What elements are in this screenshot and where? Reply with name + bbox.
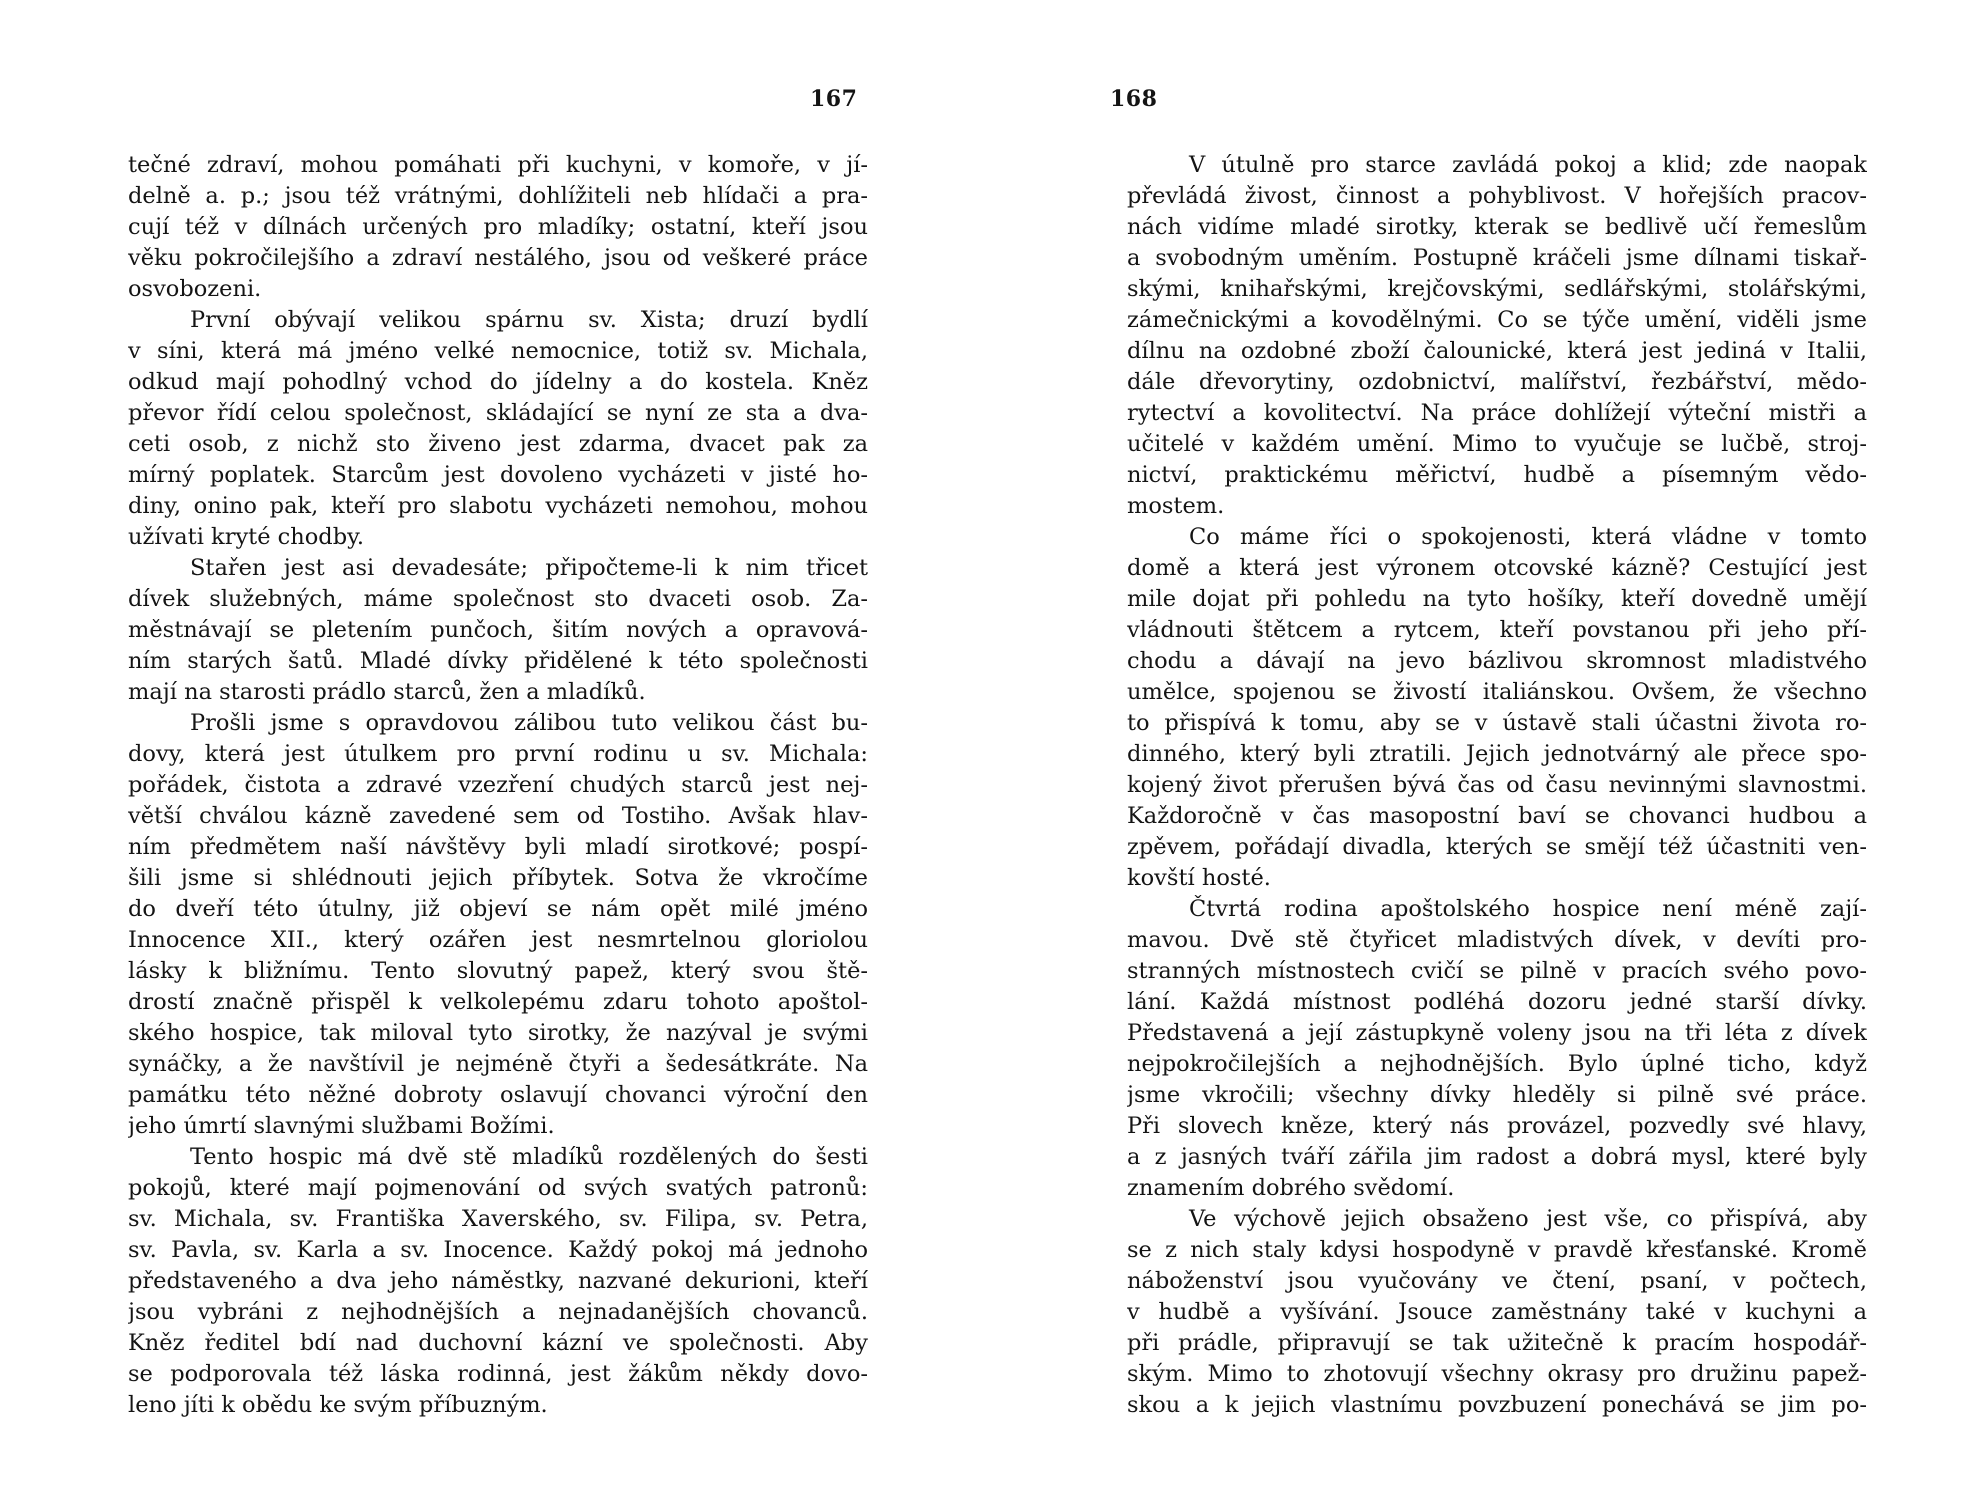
text-line: ským. Mimo to zhotovují všechny okrasy pro družinu papež- <box>1127 1361 1867 1387</box>
text-line: diny, onino pak, kteří pro slabotu vycházeti nemohou, mohou <box>128 493 868 519</box>
text-line: Stařen jest asi devadesáte; připočteme-li k nim třicet <box>190 555 868 581</box>
text-line: První obývají velikou spárnu sv. Xista; druzí bydlí <box>190 307 868 333</box>
text-line: delně a. p.; jsou též vrátnými, dohlížiteli neb hlídači a pra- <box>128 183 868 209</box>
text-line: Kněz ředitel bdí nad duchovní kázní ve společnosti. Aby <box>128 1330 868 1356</box>
page-number: 167 <box>810 86 858 112</box>
text-line: jsou vybráni z nejhodnějších a nejnadanějších chovanců. <box>128 1299 868 1325</box>
text-line: stranných místnostech cvičí se pilně v pracích svého povo- <box>1127 958 1867 984</box>
text-line: učitelé v každém umění. Mimo to vyučuje se lučbě, stroj- <box>1127 431 1867 457</box>
text-line: umělce, spojenou se živostí italiánskou. Ovšem, že všechno <box>1127 679 1867 705</box>
text-line: Innocence XII., který ozářen jest nesmrtelnou gloriolou <box>128 927 868 953</box>
text-line: věku pokročilejšího a zdraví nestálého, jsou od veškeré práce <box>128 245 868 271</box>
text-line: chodu a dávají na jevo bázlivou skromnost mladistvého <box>1127 648 1867 674</box>
text-line: lásky k bližnímu. Tento slovutný papež, který svou ště- <box>128 958 868 984</box>
text-line: nictví, praktickému měřictví, hudbě a písemným vědo- <box>1127 462 1867 488</box>
text-line: užívati kryté chodby. <box>128 524 364 550</box>
text-line: skou a k jejich vlastnímu povzbuzení ponechává se jim po- <box>1127 1392 1867 1418</box>
right-page <box>985 0 1970 1501</box>
text-line: to přispívá k tomu, aby se v ústavě stali účastni života ro- <box>1127 710 1867 736</box>
text-line: dále dřevorytiny, ozdobnictví, malířství, řezbářství, mědo- <box>1127 369 1867 395</box>
text-line: do dveří této útulny, již objeví se nám opět milé jméno <box>128 896 868 922</box>
text-line: sv. Michala, sv. Františka Xaverského, sv. Filipa, sv. Petra, <box>128 1206 868 1232</box>
text-line: představeného a dva jeho náměstky, nazvané dekurioni, kteří <box>128 1268 868 1294</box>
text-line: Každoročně v čas masopostní baví se chovanci hudbou a <box>1127 803 1867 829</box>
text-line: dovy, která jest útulkem pro první rodinu u sv. Michala: <box>128 741 868 767</box>
text-line: šili jsme si shlédnouti jejich příbytek. Sotva že vkročíme <box>128 865 868 891</box>
text-line: znamením dobrého svědomí. <box>1127 1175 1455 1201</box>
text-line: dívek služebných, máme společnost sto dvaceti osob. Za- <box>128 586 868 612</box>
text-line: památku této něžné dobroty oslavují chovanci výroční den <box>128 1082 868 1108</box>
text-line: osvobozeni. <box>128 276 262 302</box>
text-line: náboženství jsou vyučovány ve čtení, psaní, v počtech, <box>1127 1268 1867 1294</box>
text-line: ského hospice, tak miloval tyto sirotky, že nazýval je svými <box>128 1020 868 1046</box>
text-line: pořádek, čistota a zdravé vzezření chudých starců jest nej- <box>128 772 868 798</box>
text-line: jsme vkročili; všechny dívky hleděly si pilně své práce. <box>1127 1082 1867 1108</box>
text-line: V útulně pro starce zavládá pokoj a klid; zde naopak <box>1189 152 1867 178</box>
left-text-block <box>128 150 868 1421</box>
text-line: mostem. <box>1127 493 1225 519</box>
text-line: kojený život přerušen bývá čas od času nevinnými slavnostmi. <box>1127 772 1867 798</box>
text-line: vládnouti štětcem a rytcem, kteří povstanou při jeho pří- <box>1127 617 1867 643</box>
text-line: pokojů, které mají pojmenování od svých svatých patronů: <box>128 1175 868 1201</box>
text-line: jeho úmrtí slavnými službami Božími. <box>128 1113 555 1139</box>
text-line: se z nich staly kdysi hospodyně v pravdě křesťanské. Kromě <box>1127 1237 1867 1263</box>
text-line: městnávají se pletením punčoch, šitím nových a opravová- <box>128 617 868 643</box>
text-line: mají na starosti prádlo starců, žen a mladíků. <box>128 679 646 705</box>
text-line: Ve výchově jejich obsaženo jest vše, co přispívá, aby <box>1189 1206 1867 1232</box>
text-line: Čtvrtá rodina apoštolského hospice není méně zají- <box>1189 896 1867 922</box>
text-line: při prádle, připravují se tak užitečně k pracím hospodář- <box>1127 1330 1867 1356</box>
text-line: mírný poplatek. Starcům jest dovoleno vycházeti v jisté ho- <box>128 462 868 488</box>
text-line: a svobodným uměním. Postupně kráčeli jsme dílnami tiskař- <box>1127 245 1867 271</box>
text-line: v hudbě a vyšívání. Jsouce zaměstnány také v kuchyni a <box>1127 1299 1867 1325</box>
text-line: se podporovala též láska rodinná, jest žákům někdy dovo- <box>128 1361 868 1387</box>
text-line: mile dojat při pohledu na tyto hošíky, kteří dovedně umějí <box>1127 586 1867 612</box>
text-line: cují též v dílnách určených pro mladíky; ostatní, kteří jsou <box>128 214 868 240</box>
text-line: a z jasných tváří zářila jim radost a dobrá mysl, které byly <box>1127 1144 1867 1170</box>
text-line: rytectví a kovolitectví. Na práce dohlížejí výteční mistři a <box>1127 400 1867 426</box>
text-line: větší chválou kázně zavedené sem od Tostiho. Avšak hlav- <box>128 803 868 829</box>
text-line: ceti osob, z nichž sto živeno jest zdarma, dvacet pak za <box>128 431 868 457</box>
text-line: sv. Pavla, sv. Karla a sv. Inocence. Každý pokoj má jednoho <box>128 1237 868 1263</box>
text-line: v síni, která má jméno velké nemocnice, totiž sv. Michala, <box>128 338 868 364</box>
text-line: skými, knihařskými, krejčovskými, sedlářskými, stolářskými, <box>1127 276 1867 302</box>
text-line: mavou. Dvě stě čtyřicet mladistvých dívek, v devíti pro- <box>1127 927 1867 953</box>
text-line: domě a která jest výronem otcovské kázně? Cestující jest <box>1127 555 1867 581</box>
text-line: tečné zdraví, mohou pomáhati při kuchyni, v komoře, v jí- <box>128 152 868 178</box>
text-line: Představená a její zástupkyně voleny jsou na tři léta z dívek <box>1127 1020 1867 1046</box>
text-line: Tento hospic má dvě stě mladíků rozdělených do šesti <box>190 1144 868 1170</box>
text-line: synáčky, a že navštívil je nejméně čtyři a šedesátkráte. Na <box>128 1051 868 1077</box>
page-number: 168 <box>1110 86 1158 112</box>
right-text-block <box>1127 150 1867 1421</box>
text-line: zámečnickými a kovodělnými. Co se týče umění, viděli jsme <box>1127 307 1867 333</box>
text-line: Při slovech kněze, který nás provázel, pozvedly své hlavy, <box>1127 1113 1867 1139</box>
text-line: převor řídí celou společnost, skládající se nyní ze sta a dva- <box>128 400 868 426</box>
text-line: dílnu na ozdobné zboží čalounické, která jest jediná v Italii, <box>1127 338 1867 364</box>
text-line: zpěvem, pořádají divadla, kterých se smějí též účastniti ven- <box>1127 834 1867 860</box>
text-line: kovští hosté. <box>1127 865 1271 891</box>
text-line: nách vidíme mladé sirotky, kterak se bedlivě učí řemeslům <box>1127 214 1867 240</box>
text-line: ním předmětem naší návštěvy byli mladí sirotkové; pospí- <box>128 834 868 860</box>
text-line: Co máme říci o spokojenosti, která vládne v tomto <box>1189 524 1867 550</box>
text-line: Prošli jsme s opravdovou zálibou tuto velikou část bu- <box>190 710 868 736</box>
text-line: lání. Každá místnost podléhá dozoru jedné starší dívky. <box>1127 989 1867 1015</box>
text-line: převládá živost, činnost a pohyblivost. V hořejších pracov- <box>1127 183 1867 209</box>
text-line: odkud mají pohodlný vchod do jídelny a do kostela. Kněz <box>128 369 868 395</box>
text-line: nejpokročilejších a nejhodnějších. Bylo úplné ticho, když <box>1127 1051 1867 1077</box>
text-line: dinného, který byli ztratili. Jejich jednotvárný ale přece spo- <box>1127 741 1867 767</box>
text-line: ním starých šatů. Mladé dívky přidělené k této společnosti <box>128 648 868 674</box>
text-line: leno jíti k obědu ke svým příbuzným. <box>128 1392 548 1418</box>
text-line: drostí značně přispěl k velkolepému zdaru tohoto apoštol- <box>128 989 868 1015</box>
